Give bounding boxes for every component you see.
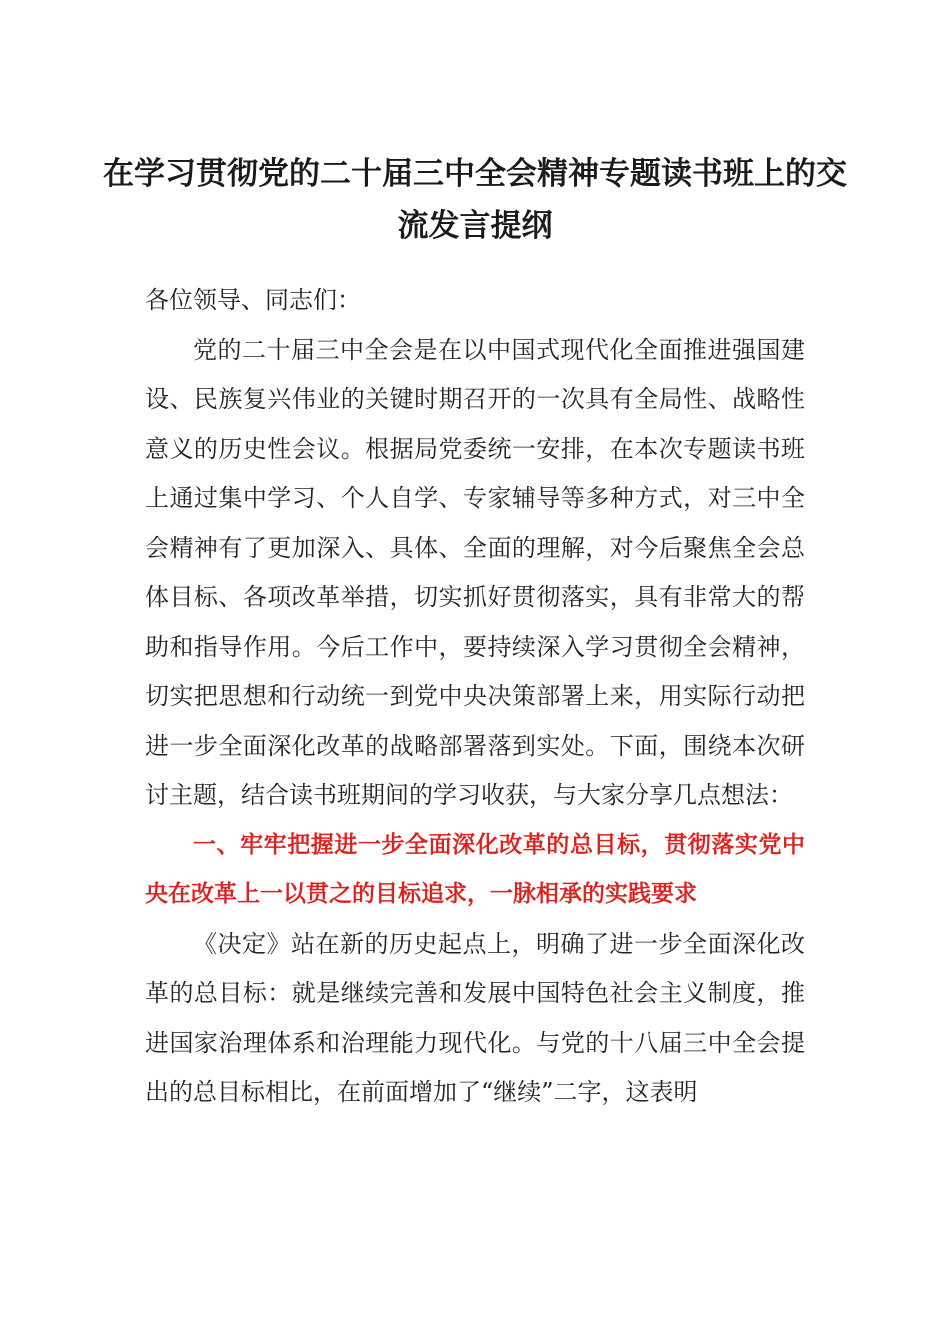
section-1-paragraph: 《决定》站在新的历史起点上，明确了进一步全面深化改革的总目标：就是继续完善和发展中国特色社会主义制度，推进国家治理体系和治理能力现代化。与党的十八届三中全会提出的总目标相比，在前面增加了“继续”二字，这表明 bbox=[145, 929, 805, 1106]
document-title: 在学习贯彻党的二十届三中全会精神专题读书班上的交流发言提纲 bbox=[103, 156, 847, 244]
intro-paragraph: 党的二十届三中全会是在以中国式现代化全面推进强国建设、民族复兴伟业的关键时期召开的一次具有全局性、战略性意义的历史性会议。根据局党委统一安排，在本次专题读书班上通过集中学习、个人自学、专家辅导等多种方式，对三中全会精神有了更加深入、具体、全面的理解，对今后聚焦全会总体目标、各项改革举措，切实抓好贯彻落实，具有非常大的帮助和指导作用。今后工作中，要持续深入学习贯彻全会精神，切实把思想和行动统一到党中央决策部署上来，用实际行动把进一步全面深化改革的战略部署落到实处。下面，围绕本次研讨主题，结合读书班期间的学习收获，与大家分享几点想法： bbox=[145, 335, 805, 809]
salutation: 各位领导、同志们： bbox=[145, 286, 361, 314]
document-body bbox=[145, 276, 805, 1118]
section-heading-1: 一、牢牢把握进一步全面深化改革的总目标，贯彻落实党中央在改革上一以贯之的目标追求，一脉相承的实践要求 bbox=[145, 831, 805, 907]
